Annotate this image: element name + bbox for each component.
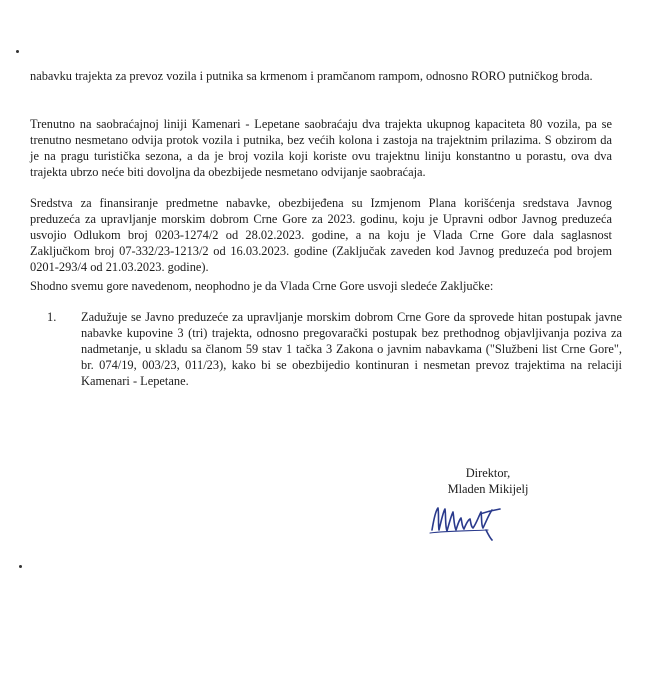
scan-speck [19, 565, 22, 568]
paragraph-procurement-intro: nabavku trajekta za prevoz vozila i putnika sa krmenom i pramčanom rampom, odnosno RORO putničkog broda. [30, 69, 593, 83]
signature-block [428, 465, 548, 497]
conclusion-text: Zadužuje se Javno preduzeće za upravljanje morskim dobrom Crne Gore da sprovede hitan postupak javne nabavke kupovine 3 (tri) trajekta, odnosno pregovarački postupak bez prethodnog objavljivanja poziva za nadmetanje, u skladu sa članom 59 stav 1 tačka 3 Zakona o javnim nabavkama ("Službeni list Crne Gore", br. 074/19, 003/23, 011/23), kako bi se obezbijedio kontinuran i nesmetan prevoz trajektima na relaciji Kamenari - Lepetane. [81, 310, 622, 388]
paragraph-current-situation: Trenutno na saobraćajnoj liniji Kamenari - Lepetane saobraćaju dva trajekta ukupnog kapaciteta 80 vozila, pa se trenutno nesmetano odvija protok vozila i putnika, bez većih kolona i zastoja na trajektnim prilazima. S obzirom da je na pragu turistička sezona, a da je broj vozila koji koriste ovu trajektnu liniju konstantno u porastu, ova dva trajekta ubrzo neće biti dovoljna da obezbijede nesmetano odvijanje saobraćaja. [30, 117, 612, 179]
conclusion-number: 1. [47, 310, 57, 324]
signatory-name: Mladen Mikijelj [447, 482, 529, 496]
handwritten-signature [426, 500, 506, 542]
paragraph-financing: Sredstva za finansiranje predmetne nabavke, obezbijeđena su Izmjenom Plana korišćenja sredstava Javnog preduzeća za upravljanje morskim dobrom Crne Gore za 2023. godinu, koju je Upravni odbor Javnog preduzeća usvojio Odlukom broj 0203-1274/2 od 28.02.2023. godine, a na koju je Vlada Crne Gore dala saglasnost Zaključkom broj 07-332/23-1213/2 od 16.03.2023. godine (Zaključak zaveden kod Javnog preduzeća pod brojem 0201-293/4 od 21.03.2023. godine). [30, 196, 612, 274]
signatory-role: Direktor, [465, 466, 511, 480]
paragraph-conclusion-intro: Shodno svemu gore navedenom, neophodno je da Vlada Crne Gore usvoji sledeće Zaključke: [30, 279, 494, 293]
scan-speck [16, 50, 19, 53]
